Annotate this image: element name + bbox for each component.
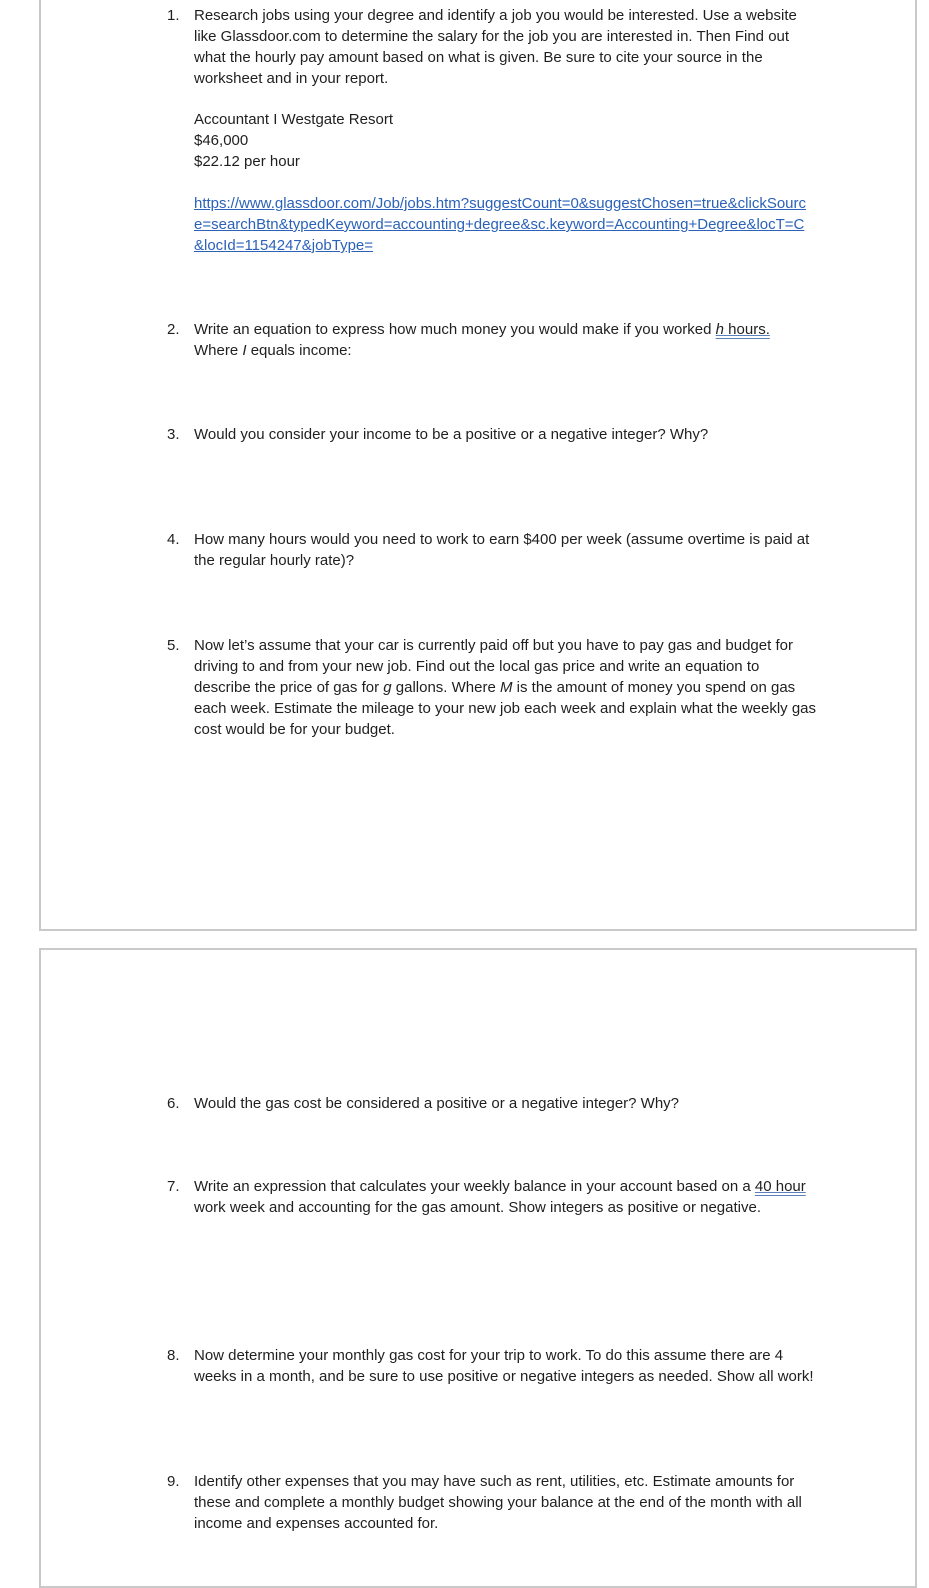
variable-i: I: [242, 342, 247, 359]
answer-salary: $46,000: [194, 132, 249, 149]
question-number: 9.: [167, 1473, 180, 1490]
document-page-1: [39, 0, 917, 931]
question-number: 3.: [167, 426, 180, 443]
question-number: 2.: [167, 321, 180, 338]
answer-job-title: Accountant I Westgate Resort: [194, 111, 393, 128]
answer-hourly-rate: $22.12 per hour: [194, 153, 300, 170]
question-3: [167, 424, 827, 445]
question-text: How many hours would you need to work to earn $400 per week (assume overtime is paid at the regular hourly rate)?: [194, 531, 810, 569]
question-2: [167, 319, 827, 361]
question-text: Would you consider your income to be a positive or a negative integer? Why?: [194, 426, 709, 443]
question-text: Now let’s assume that your car is currently paid off but you have to pay gas and budget for driving to and from your new job. Find out the local gas price and write an equation to describe the price of gas for g gallons. Where M is the amount of money you spend on gas each week. Estimate the mileage to your new job each week and explain what the weekly gas cost would be for your budget.: [194, 637, 817, 738]
question-text: Write an equation to express how much money you would make if you worked h hours. Where I equals income:: [194, 321, 770, 359]
question-number: 5.: [167, 637, 180, 654]
question-5: [167, 635, 827, 740]
glassdoor-source-link[interactable]: https://www.glassdoor.com/Job/jobs.htm?suggestCount=0&suggestChosen=true&clickSource=searchBtn&typedKeyword=accounting+degree&sc.keyword=Accounting+Degree&locT=C&locId=1154247&jobType=: [194, 195, 806, 254]
question-8: [167, 1345, 827, 1387]
question-1: [167, 5, 827, 89]
question-text: Write an expression that calculates your weekly balance in your account based on a 40 hour work week and accounting for the gas amount. Show integers as positive or negative.: [194, 1178, 806, 1216]
variable-g: g: [383, 679, 392, 696]
question-text: Research jobs using your degree and identify a job you would be interested. Use a website like Glassdoor.com to determine the salary for the job you are interested in. Then Find out what the hourly pay amount based on what is given. Be sure to cite your source in the worksheet and in your report.: [194, 7, 797, 87]
variable-h: h: [715, 321, 724, 338]
question-number: 7.: [167, 1178, 180, 1195]
question-6: [167, 1093, 827, 1114]
question-number: 8.: [167, 1347, 180, 1364]
question-number: 1.: [167, 7, 180, 24]
question-text: Would the gas cost be considered a positive or a negative integer? Why?: [194, 1095, 680, 1112]
question-number: 6.: [167, 1095, 180, 1112]
variable-m: M: [500, 679, 513, 696]
question-4: [167, 529, 827, 571]
underlined-40-hour: 40 hour: [754, 1178, 806, 1195]
question-7: [167, 1176, 827, 1218]
question-number: 4.: [167, 531, 180, 548]
question-text: Now determine your monthly gas cost for your trip to work. To do this assume there are 4 weeks in a month, and be sure to use positive or negative integers as needed. Show all work!: [194, 1347, 814, 1385]
question-text: Identify other expenses that you may have such as rent, utilities, etc. Estimate amounts for these and complete a monthly budget showing your balance at the end of the month with all income and expenses accounted for.: [194, 1473, 802, 1532]
question-9: [167, 1471, 827, 1534]
